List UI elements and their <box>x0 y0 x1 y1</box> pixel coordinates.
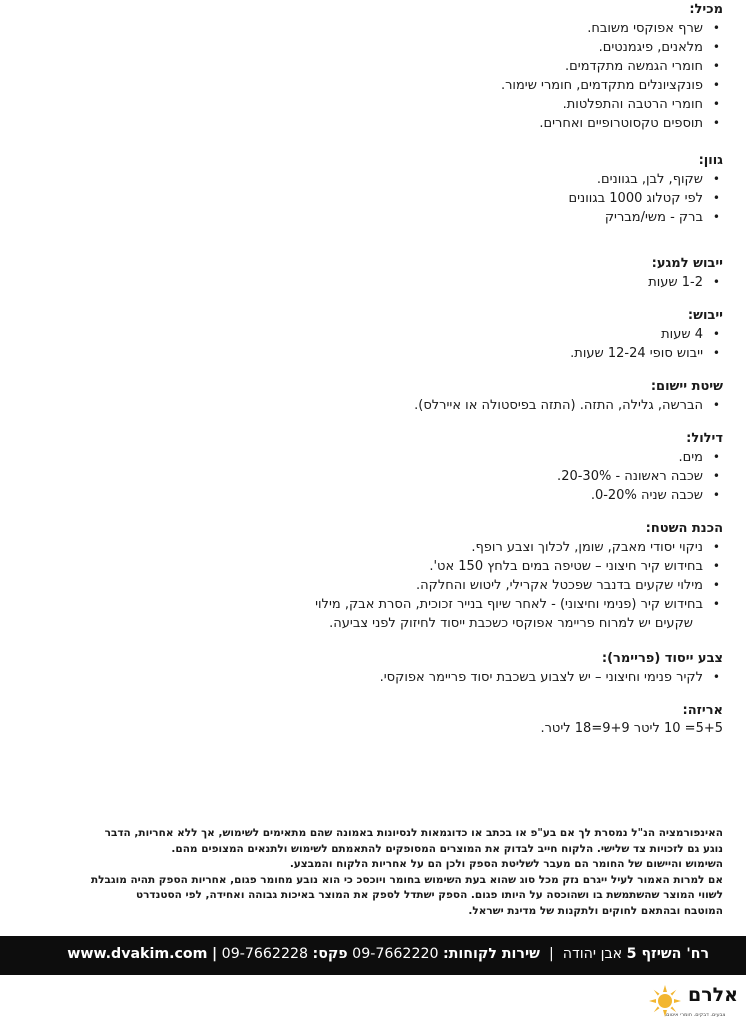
list-item: • ייבוש סופי 12-24 שעות. <box>570 344 723 363</box>
list-item: • מילוי שקעים בדנבר שפכטל אקרילי, ליטוש והחלקה. <box>315 576 723 595</box>
list-item: • חומרי הרטבה והתפלטות. <box>501 95 723 114</box>
packaging-title: אריזה: <box>682 703 723 718</box>
footer-fax-label: פקס: <box>312 946 348 962</box>
list-item: • שכבה שניה 0-20%. <box>557 486 723 505</box>
footer-service-label: שירות לקוחות: <box>443 946 540 962</box>
logo-wordmark: אלרם <box>688 984 738 1006</box>
footer-separator: | <box>548 946 554 962</box>
contains-title: מכיל: <box>689 2 723 17</box>
list-item: • שקוף, לבן, בגוונים. <box>568 170 723 189</box>
primer-title: צבע ייסוד (פריימר): <box>601 651 723 666</box>
list-item: • מים. <box>557 448 723 467</box>
list-item: • חומרי הגמשה מתקדמים. <box>501 57 723 76</box>
footer-address-street: רח' השיזף 5 <box>626 946 709 962</box>
list-item: • שכבה ראשונה - 20-30%. <box>557 467 723 486</box>
contains-list <box>501 19 723 133</box>
touch-dry-list <box>648 273 723 292</box>
footer-separator: | <box>211 946 218 962</box>
list-item: • הברשה, גלילה, התזה. (התזה בפיסטולה או איירלס). <box>414 396 723 415</box>
application-title: שיטת יישום: <box>650 379 723 394</box>
list-item: • לקיר פנימי וחיצוני – יש לצבוע בשכבת יסוד פריימר אפוקסי. <box>380 668 723 687</box>
logo-tagline: צבעים. דבקים. חומרי איטום. <box>664 1012 726 1018</box>
list-item: • בחידוש קיר (פנימי וחיצוני) - לאחר שיוף בנייר זכוכית, הסרת אבק, מילוי <box>315 595 723 614</box>
footer-contact-bar <box>0 936 746 975</box>
disclaimer-line: אם למרות האמור לעיל ייגרם נזק מכל סוג שהוא בעת השימוש בחומר ויוכסכ כי הוא נובע מחומר פגום, אחריות הספק תהיה מוגבלת <box>90 873 723 886</box>
list-item: • בחידוש קיר חיצוני – שטיפה במים בלחץ 150 אט'. <box>315 557 723 576</box>
legal-disclaimer <box>18 826 723 920</box>
list-item: • 4 שעות <box>570 325 723 344</box>
disclaimer-line: המוטבח ובהתאם לחוקים ולתקנות של מדינת ישראל. <box>468 904 723 917</box>
list-item: • 1-2 שעות <box>648 273 723 292</box>
primer-list <box>380 668 723 687</box>
disclaimer-line: לשווי המוצר שהשתמשת בו ושהוכסה על היותו פגום. הספק ישתדל לספק את המוצר באיכות גבוהה ואחידה, לפי הסטנדרט <box>135 889 723 902</box>
list-item: • ניקוי יסודי מאבק, שומן, לכלוך וצבע רופף. <box>315 538 723 557</box>
color-title: גוון: <box>698 153 723 168</box>
disclaimer-line: נוגע גם לזכויות צד שלישי. הלקוח חייב לבדוק את המוצרים המסופקים להתאמתם לשימוש ולתנאים המצופים מהם. <box>171 842 723 855</box>
company-logo <box>648 984 742 1020</box>
color-list <box>568 170 723 227</box>
footer-contact-text <box>67 946 709 962</box>
drying-list <box>570 325 723 363</box>
footer-address-city: אבן יהודה <box>562 946 623 962</box>
list-item: • לפי קטלוג 1000 בגוונים <box>568 189 723 208</box>
surface-prep-title: הכנת השטח: <box>645 521 723 536</box>
dilution-list <box>557 448 723 505</box>
application-list <box>414 396 723 415</box>
list-item: • ברק - משי/מבריק <box>568 208 723 227</box>
list-item: • פונקציונלים מתקדמים, חומרי שימור. <box>501 76 723 95</box>
dilution-title: דילול: <box>686 431 723 446</box>
packaging-text: 5+5= 10 ליטר 9+9=18 ליטר. <box>540 721 723 736</box>
list-item: • תוספים טקסוטרופיים ואחרים. <box>501 114 723 133</box>
disclaimer-line: השימוש והיישום של החומר הם מעבר לשליטת הספק ולכן הם על אחריות הלקוח והמבצע. <box>289 858 723 871</box>
drying-title: ייבוש: <box>687 308 723 323</box>
disclaimer-line: האינפורמציה הנ"ל נמסרת לך אם בע"פ או בכתב או כדוגמאות לנסיונות באמונה שהם מתאימים לשימוש, אך ללא אחריות, הדבר <box>104 827 723 839</box>
surface-prep-list <box>315 538 723 633</box>
footer-phone[interactable]: 09-7662220 <box>352 946 439 962</box>
list-item: • מלאנים, פיגמנטים. <box>501 38 723 57</box>
footer-fax: 09-7662228 <box>221 946 309 962</box>
list-item: • שרף אפוקסי משובח. <box>501 19 723 38</box>
list-item-continuation: שקעים יש למרוח פריימר אפוקסי כשכבת ייסוד לחיזוק לפני צביעה. <box>329 616 693 631</box>
footer-website-link[interactable]: www.dvakim.com <box>67 946 208 962</box>
touch-dry-title: ייבוש למגע: <box>651 256 723 271</box>
